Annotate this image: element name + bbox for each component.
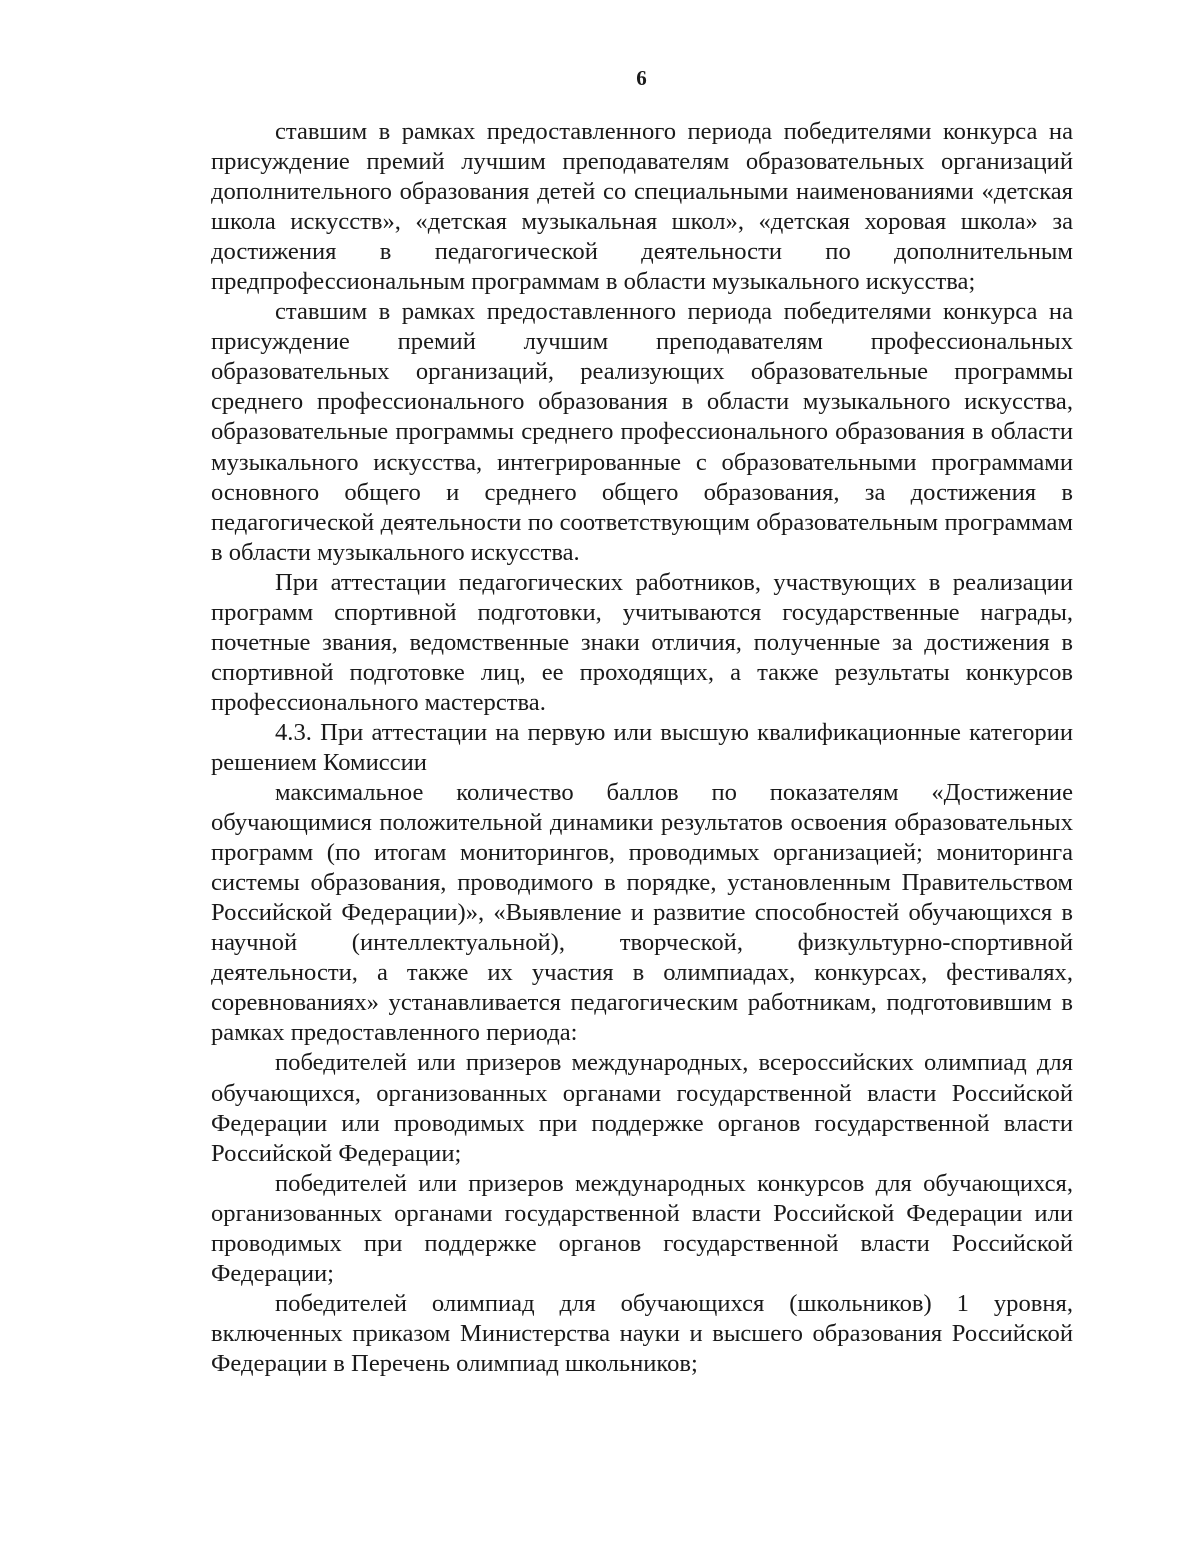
paragraph-max-score: максимальное количество баллов по показателям «Достижение обучающимися положительной динамики результатов освоения образовательных программ (по итогам мониторингов, проводимых организацией; мониторинга системы образования, проводимого в порядке, установленным Правительством Российской Федерации)», «Выявление и развитие способностей обучающихся в научной (интеллектуальной), творческой, физкультурно-спортивной деятельности, а также их участия в олимпиадах, конкурсах, фестивалях, соревнованиях» устанавливается педагогическим работникам, подготовившим в рамках предоставленного периода: [211,779,1073,1047]
paragraph-sports-training: При аттестации педагогических работников, участвующих в реализации программ спортивной подготовки, учитываются государственные награды, почетные звания, ведомственные знаки отличия, полученные за достижения в спортивной подготовке лиц, ее проходящих, а также результаты конкурсов профессионального мастерства. [211,568,1073,716]
document-body [211,117,1073,1379]
paragraph-contest-winners: победителей или призеров международных конкурсов для обучающихся, организованных органами государственной власти Российской Федерации или проводимых при поддержке органов государственной власти Российской Федерации; [211,1169,1073,1287]
paragraph-olympiad-winners: победителей или призеров международных, всероссийских олимпиад для обучающихся, организованных органами государственной власти Российской Федерации или проводимых при поддержке органов государственной власти Российской Федерации; [211,1049,1073,1167]
paragraph-section-4-3: 4.3. При аттестации на первую или высшую квалификационные категории решением Комиссии [211,718,1073,776]
paragraph-music-professional: ставшим в рамках предоставленного периода победителями конкурса на присуждение премий лучшим преподавателям профессиональных образовательных организаций, реализующих образовательные программы среднего профессионального образования в области музыкального искусства, образовательные программы среднего профессионального образования в области музыкального искусства, интегрированные с образовательными программами основного общего и среднего общего образования, за достижения в педагогической деятельности по соответствующим образовательным программам в области музыкального искусства. [211,298,1073,566]
paragraph-school-olympiads: победителей олимпиад для обучающихся (школьников) 1 уровня, включенных приказом Министерства науки и высшего образования Российской Федерации в Перечень олимпиад школьников; [211,1289,1073,1377]
page-number: 6 [636,66,647,90]
paragraph-music-schools: ставшим в рамках предоставленного периода победителями конкурса на присуждение премий лучшим преподавателям образовательных организаций дополнительного образования детей со специальными наименованиями «детская школа искусств», «детская музыкальная школ», «детская хоровая школа» за достижения в педагогической деятельности по дополнительным предпрофессиональным программам в области музыкального искусства; [211,118,1073,296]
